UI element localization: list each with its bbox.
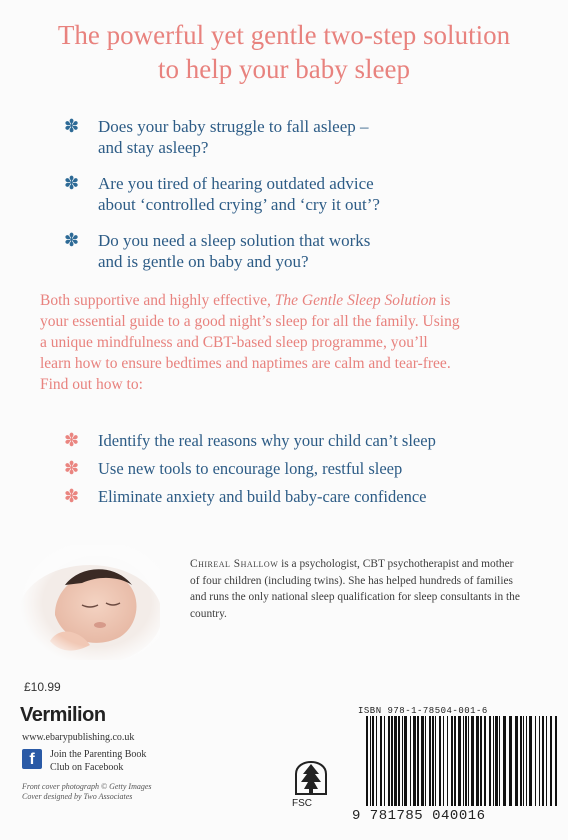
barcode-bar bbox=[542, 716, 544, 806]
asterisk-bullet-icon: ✽ bbox=[64, 486, 80, 506]
question-line: and is gentle on baby and you? bbox=[98, 252, 309, 271]
barcode-bar bbox=[417, 716, 419, 806]
barcode-bar bbox=[439, 716, 441, 806]
question-line: Does your baby struggle to fall asleep – bbox=[98, 117, 369, 136]
benefit-text: Identify the real reasons why your child can’t sleep bbox=[98, 431, 436, 450]
book-title: The Gentle Sleep Solution bbox=[274, 292, 437, 309]
barcode-bar bbox=[546, 716, 547, 806]
question-item bbox=[62, 173, 502, 215]
publisher-logo: Vermilion bbox=[20, 704, 106, 726]
barcode-bar bbox=[425, 716, 426, 806]
barcode-bar bbox=[451, 716, 453, 806]
asterisk-bullet-icon: ✽ bbox=[64, 116, 80, 136]
barcode-bar bbox=[495, 716, 498, 806]
barcode-bar bbox=[463, 716, 464, 806]
barcode-bar bbox=[398, 716, 400, 806]
isbn-text: ISBN 978-1-78504-001-6 bbox=[358, 706, 488, 716]
question-line: Are you tired of hearing outdated advice bbox=[98, 174, 374, 193]
barcode-bar bbox=[550, 716, 552, 806]
design-credit: Cover designed by Two Associates bbox=[22, 792, 133, 801]
barcode-bar bbox=[526, 716, 527, 806]
barcode-bar bbox=[388, 716, 390, 806]
asterisk-bullet-icon: ✽ bbox=[64, 458, 80, 478]
barcode-bar bbox=[458, 716, 461, 806]
barcode-bar bbox=[432, 716, 434, 806]
facebook-icon: f bbox=[22, 749, 42, 769]
benefit-item bbox=[62, 486, 512, 507]
question-line: Do you need a sleep solution that works bbox=[98, 231, 371, 250]
barcode-bar bbox=[429, 716, 431, 806]
barcode-bar bbox=[499, 716, 500, 806]
barcode-bar bbox=[370, 716, 371, 806]
barcode-bar bbox=[555, 716, 557, 806]
barcode-bar bbox=[529, 716, 532, 806]
barcode-bar bbox=[509, 716, 512, 806]
author-bio bbox=[190, 556, 520, 622]
description-rest: is your essential guide to a good night’s sleep for all the family. Using a unique mindfulness and CBT-based sleep programme, you’ll learn how to ensure bedtimes and naptimes are calm and tear-free. Find out how to: bbox=[40, 292, 460, 393]
barcode-bar bbox=[366, 716, 368, 806]
barcode-bar bbox=[503, 716, 506, 806]
barcode-bar bbox=[515, 716, 518, 806]
publisher-url[interactable]: www.ebarypublishing.co.uk bbox=[22, 732, 135, 743]
barcode-bar bbox=[535, 716, 536, 806]
fsc-tree-icon bbox=[288, 744, 334, 806]
barcode-number: 9 781785 040016 bbox=[352, 808, 486, 824]
asterisk-bullet-icon: ✽ bbox=[64, 173, 80, 193]
barcode-bar bbox=[391, 716, 393, 806]
barcode-bar bbox=[380, 716, 382, 806]
barcode-bar bbox=[484, 716, 486, 806]
barcode-bar bbox=[523, 716, 524, 806]
barcode-bar bbox=[447, 716, 448, 806]
question-line: and stay asleep? bbox=[98, 138, 209, 157]
barcode bbox=[352, 716, 560, 816]
benefit-text: Use new tools to encourage long, restful sleep bbox=[98, 459, 403, 478]
barcode-bar bbox=[394, 716, 397, 806]
description-lead: Both supportive and highly effective, bbox=[40, 292, 275, 309]
barcode-bar bbox=[384, 716, 385, 806]
headline-line-2: to help your baby sleep bbox=[158, 54, 410, 84]
headline-line-1: The powerful yet gentle two-step solution bbox=[57, 20, 511, 50]
barcode-bar bbox=[489, 716, 491, 806]
question-item bbox=[62, 116, 502, 158]
author-bio-text: is a psychologist, CBT psychotherapist and mother of four children (including twins). She has helped hundreds of families and runs the only national sleep qualification for sleep consultants in the country. bbox=[190, 558, 520, 620]
barcode-bar bbox=[454, 716, 456, 806]
facebook-text: Join the Parenting Book Club on Facebook bbox=[50, 749, 147, 773]
question-line: about ‘controlled crying’ and ‘cry it out’? bbox=[98, 195, 380, 214]
question-item bbox=[62, 230, 502, 272]
cover-credits bbox=[22, 782, 222, 802]
barcode-bar bbox=[520, 716, 522, 806]
price: £10.99 bbox=[24, 680, 61, 694]
barcode-bar bbox=[476, 716, 479, 806]
barcode-bar bbox=[402, 716, 403, 806]
asterisk-bullet-icon: ✽ bbox=[64, 230, 80, 250]
benefit-text: Eliminate anxiety and build baby-care confidence bbox=[98, 487, 427, 506]
photo-credit: Front cover photograph © Getty Images bbox=[22, 782, 152, 791]
barcode-bar bbox=[468, 716, 469, 806]
benefit-list bbox=[62, 430, 512, 514]
barcode-bar bbox=[413, 716, 416, 806]
barcode-bar bbox=[480, 716, 482, 806]
barcode-bar bbox=[404, 716, 407, 806]
fsc-label: FSC bbox=[292, 798, 312, 809]
asterisk-bullet-icon: ✽ bbox=[64, 430, 80, 450]
barcode-bar bbox=[471, 716, 474, 806]
barcode-bar bbox=[539, 716, 540, 806]
barcode-bar bbox=[376, 716, 377, 806]
sleeping-baby-photo bbox=[20, 545, 160, 660]
barcode-bar bbox=[493, 716, 494, 806]
barcode-bar bbox=[372, 716, 374, 806]
barcode-bar bbox=[443, 716, 444, 806]
barcode-bar bbox=[421, 716, 424, 806]
barcode-bar bbox=[465, 716, 467, 806]
author-name: Chireal Shallow bbox=[190, 558, 279, 570]
benefit-item bbox=[62, 430, 512, 451]
description-paragraph bbox=[40, 290, 460, 395]
barcode-bar bbox=[410, 716, 411, 806]
benefit-item bbox=[62, 458, 512, 479]
question-list bbox=[62, 116, 502, 287]
barcode-bar bbox=[435, 716, 436, 806]
headline bbox=[0, 18, 568, 86]
